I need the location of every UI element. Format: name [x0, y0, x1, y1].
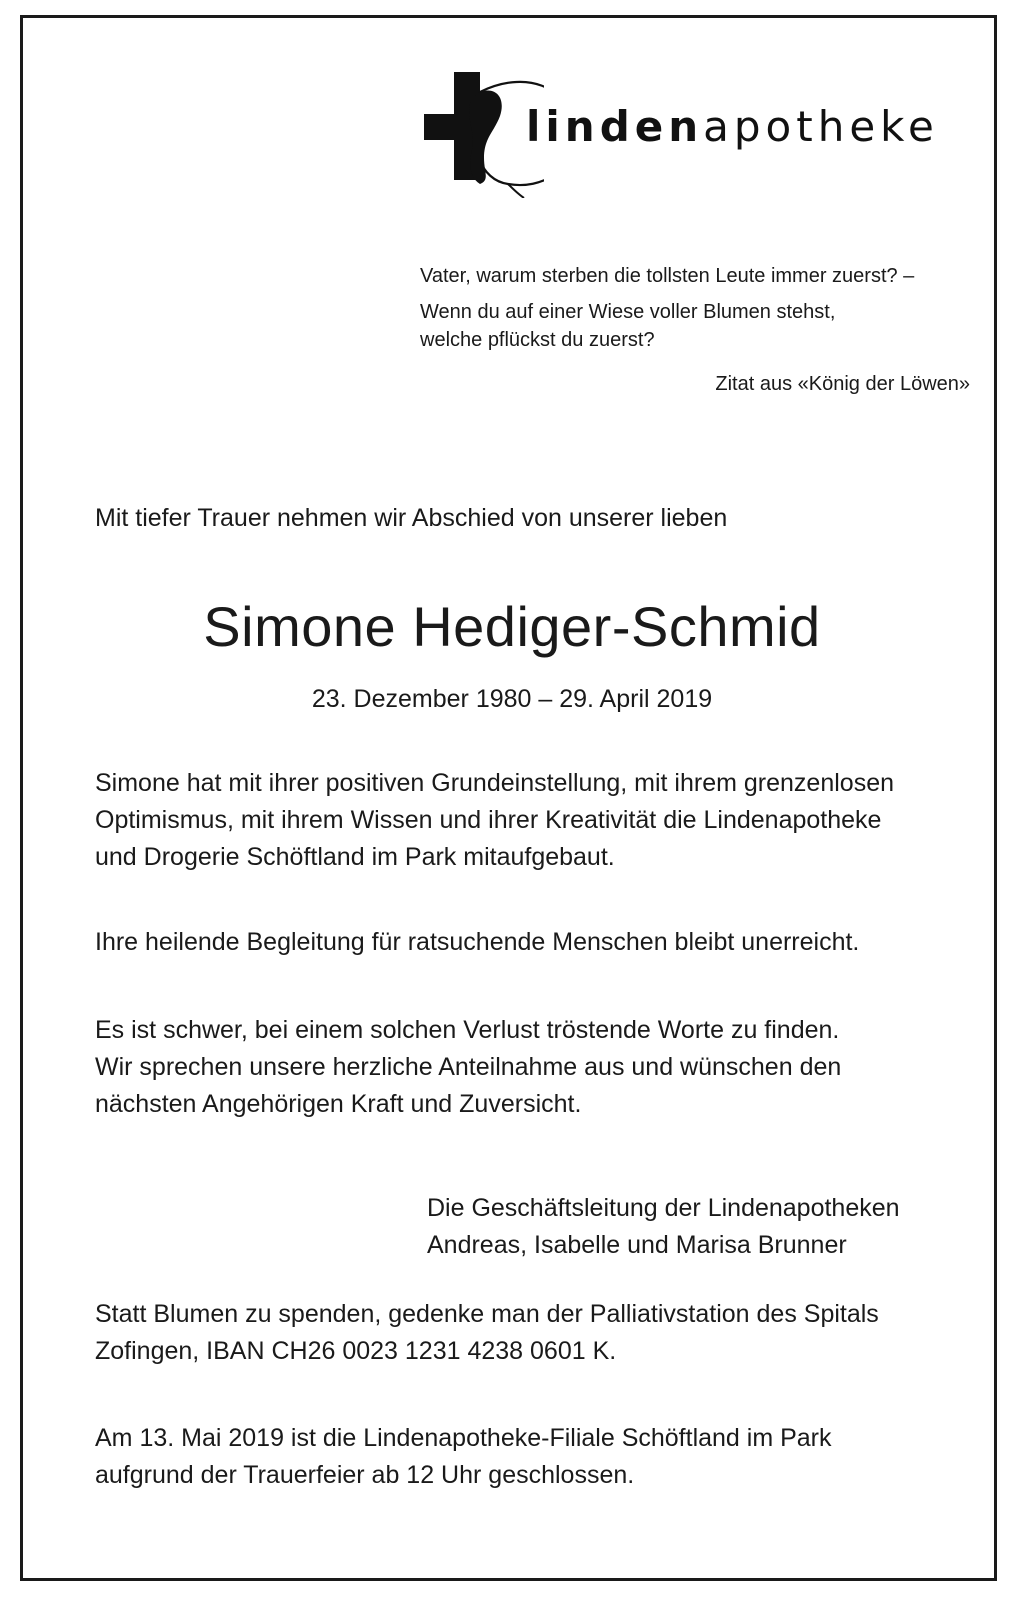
signature-line: Andreas, Isabelle und Marisa Brunner [427, 1231, 847, 1259]
paragraph-line: Simone hat mit ihrer positiven Grundeinstellung, mit ihrem grenzenlosen [95, 769, 894, 797]
logo-word-bold: linden [526, 102, 704, 151]
intro-line: Mit tiefer Trauer nehmen wir Abschied von unserer lieben [95, 504, 728, 532]
logo-word-regular: apotheke [703, 102, 939, 151]
signature-line: Die Geschäftsleitung der Lindenapotheken [427, 1194, 900, 1222]
quote-line: Vater, warum sterben die tollsten Leute immer zuerst? – [420, 265, 915, 287]
paragraph [95, 765, 975, 876]
signature [427, 1190, 987, 1264]
paragraph [95, 924, 975, 961]
intro-text [95, 500, 975, 537]
donation-line: Zofingen, IBAN CH26 0023 1231 4238 0601 K. [95, 1337, 617, 1365]
logo-wordmark [526, 102, 939, 151]
paragraph-line: Wir sprechen unsere herzliche Anteilnahme aus und wünschen den [95, 1053, 842, 1081]
donation-line: Statt Blumen zu spenden, gedenke man der Palliativstation des Spitals [95, 1300, 879, 1328]
closure-line: Am 13. Mai 2019 ist die Lindenapotheke-Filiale Schöftland im Park [95, 1424, 832, 1452]
paragraph-line: und Drogerie Schöftland im Park mitaufgebaut. [95, 843, 615, 871]
lindenapotheke-logo [424, 72, 944, 198]
deceased-dates: 23. Dezember 1980 – 29. April 2019 [311, 685, 713, 713]
quote-line: Wenn du auf einer Wiese voller Blumen stehst, [420, 301, 836, 323]
paragraph-line: nächsten Angehörigen Kraft und Zuversicht. [95, 1090, 582, 1118]
donation-note [95, 1296, 975, 1370]
paragraph-line: Ihre heilende Begleitung für ratsuchende Menschen bleibt unerreicht. [95, 928, 860, 956]
closure-note [95, 1420, 975, 1494]
deceased-name: Simone Hediger-Schmid [203, 595, 821, 658]
quote [420, 262, 980, 354]
quote-line: welche pflückst du zuerst? [420, 329, 655, 351]
closure-line: aufgrund der Trauerfeier ab 12 Uhr geschlossen. [95, 1461, 635, 1489]
paragraph-line: Es ist schwer, bei einem solchen Verlust tröstende Worte zu finden. [95, 1016, 840, 1044]
paragraph [95, 1012, 975, 1123]
quote-source: Zitat aus «König der Löwen» [715, 373, 970, 395]
paragraph-line: Optimismus, mit ihrem Wissen und ihrer Kreativität die Lindenapotheke [95, 806, 882, 834]
